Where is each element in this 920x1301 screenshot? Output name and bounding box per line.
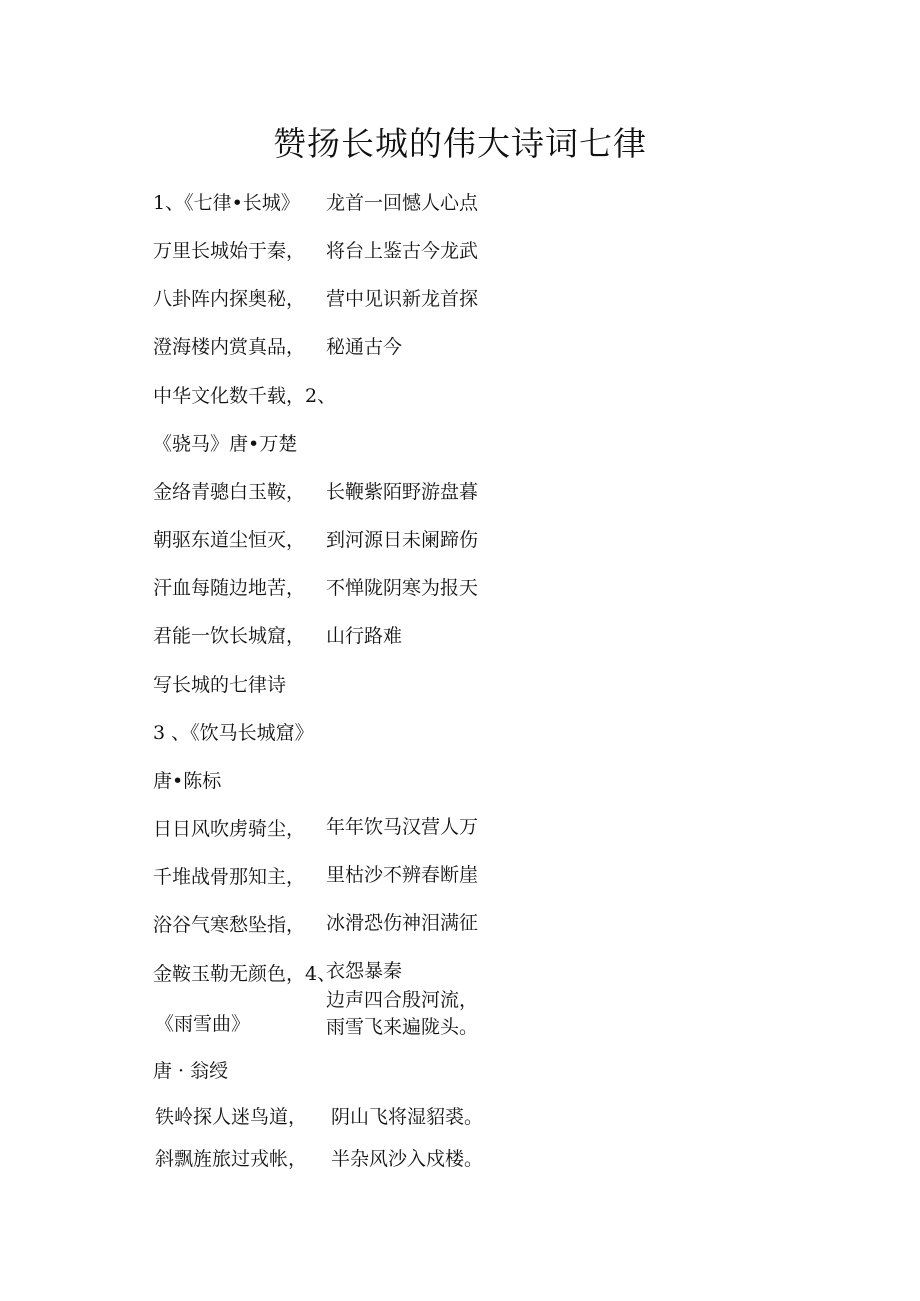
poem-line: 汗血每随边地苦， [153,577,306,599]
poem-line: 龙首一回憾人心点 [326,192,479,214]
poem-line: 到河源日未阑蹄伤 [326,529,479,551]
poem-line: 斜飘旌旅过戎帐， [155,1148,308,1170]
poem-line: 冰滑恐伤神泪满征 [326,912,479,934]
poem-line: 半杂风沙入戍楼。 [331,1148,484,1170]
poem-line: 唐•陈标 [153,770,222,792]
poem-line: 澄海楼内赏真品， [153,336,306,358]
poem-line: 写长城的七律诗 [153,674,287,696]
poem-line: 将台上鉴古今龙武 [326,240,479,262]
poem-line: 秘通古今 [326,336,403,358]
poem-line: 八卦阵内探奥秘， [153,288,306,310]
poem-line: 君能一饮长城窟， [153,625,306,647]
poem-line: 衣怨暴秦 [326,960,403,982]
poem-line: 中华文化数千载，2、 [153,385,337,407]
poem-line: 唐 · 翁绶 [153,1060,229,1082]
poem-line: 阴山飞将湿貂裘。 [331,1106,484,1128]
poem-line: 山行路难 [326,625,403,647]
poem-line: 雨雪飞来遍陇头。 [326,1016,479,1038]
poem-line: 万里长城始于秦， [153,240,306,262]
poem-line: 《雨雪曲》 [155,1013,251,1035]
poem-line: 不惮陇阴寒为报天 [326,577,479,599]
poem-line: 金鞍玉勒无颜色，4、 [153,963,337,985]
poem-line: 3 、《饮马长城窟》 [153,722,314,744]
poem-line: 铁岭探人迷鸟道， [155,1106,308,1128]
poem-line: 日日风吹虏骑尘， [153,818,306,840]
poem-line: 朝驱东道尘恒灭， [153,529,306,551]
poem-line: 里枯沙不辨春断崖 [326,864,479,886]
poem-line: 边声四合殷河流， [326,989,479,1011]
poem-line: 年年饮马汉营人万 [326,816,479,838]
poem-line: 千堆战骨那知主， [153,866,306,888]
poem-line: 营中见识新龙首探 [326,288,479,310]
poem-line: 《骁马》唐•万楚 [153,433,298,455]
page-title: 赞扬长城的伟大诗词七律 [273,124,647,163]
poem-line: 长鞭紫陌野游盘暮 [326,481,479,503]
poem-line: 金络青骢白玉鞍， [153,481,306,503]
poem-line: 1、《七律•长城》 [153,192,300,214]
poem-line: 浴谷气寒愁坠指， [153,914,306,936]
